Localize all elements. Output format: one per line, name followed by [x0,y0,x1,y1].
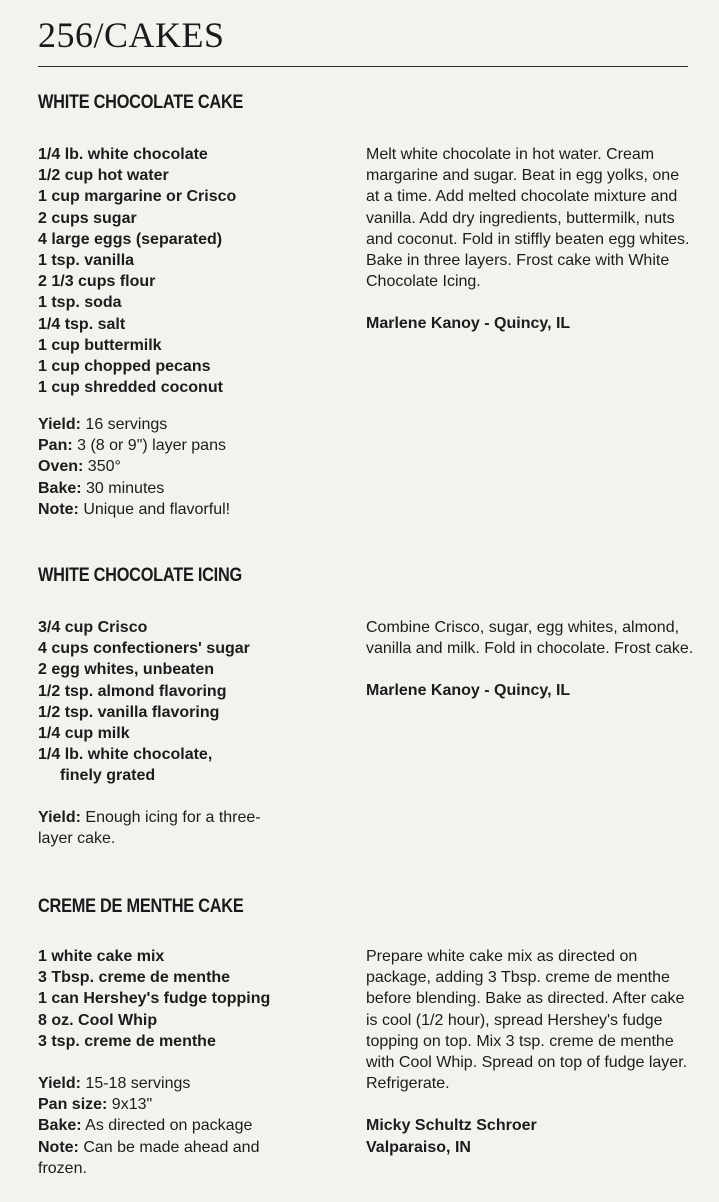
meta-value: 30 minutes [81,479,165,497]
ingredient: finely grated [60,767,156,785]
ingredient: 1 cup margarine or Crisco [38,188,237,206]
author-name: Micky Schultz Schroer [366,1117,537,1135]
meta-pan [38,435,358,456]
meta-yield [38,414,358,435]
ingredient-list [38,144,358,398]
directions [366,946,696,1158]
ingredient: 1/2 tsp. almond flavoring [38,682,227,700]
meta-value: Enough icing for a three-layer cake. [38,809,261,848]
ingredient: 2 cups sugar [38,209,137,227]
ingredient: 4 large eggs (separated) [38,230,223,248]
ingredient: 3 Tbsp. creme de menthe [38,969,231,987]
ingredient-list [38,617,358,787]
recipe-white-chocolate-icing [38,565,694,848]
meta-yield [38,807,268,849]
header-rule [38,66,688,67]
recipe-creme-de-menthe-cake [38,896,688,1177]
meta-value: Can be made ahead and frozen. [38,1138,260,1177]
recipe-title: CREME DE MENTHE CAKE [38,896,244,917]
author-location: Valparaiso, IN [366,1138,471,1156]
directions-text: Prepare white cake mix as directed on package, adding 3 Tbsp. creme de menthe before blending. Bake as directed. After cake is cool (1/2 hour), spread Hershey's fudge topping on top. Mix 3 tsp. creme de menthe with Cool Whip. Spread on top of fudge layer. Refrigerate. [366,948,688,1093]
ingredient: 1 can Hershey's fudge topping [38,990,271,1008]
ingredient: 8 oz. Cool Whip [38,1011,158,1029]
meta-value: 350° [83,458,121,476]
ingredient: 1/4 lb. white chocolate [38,146,208,163]
recipe-author [366,1115,696,1157]
meta-value: 3 (8 or 9") layer pans [72,437,226,455]
page-header: 256/CAKES [38,15,225,55]
meta-note [38,1137,308,1179]
ingredient: 1/2 cup hot water [38,167,169,185]
ingredient-list [38,946,358,1052]
ingredient: 1 cup chopped pecans [38,358,211,376]
ingredient: 1/2 tsp. vanilla flavoring [38,703,220,721]
ingredient: 1/4 cup milk [38,725,130,743]
ingredient: 1 tsp. vanilla [38,252,135,270]
ingredient: 1 tsp. soda [38,294,122,312]
recipe-title: WHITE CHOCOLATE CAKE [38,92,244,113]
ingredient: 1 cup shredded coconut [38,379,223,397]
directions [366,617,696,702]
recipe-author: Marlene Kanoy - Quincy, IL [366,315,571,333]
recipe-meta [38,807,268,849]
directions [366,144,696,335]
meta-value: As directed on package [81,1117,253,1135]
ingredient: 1/4 tsp. salt [38,315,126,333]
meta-key: Yield: [38,1075,81,1092]
meta-value: 16 servings [80,416,168,433]
meta-key: Pan size: [38,1096,108,1114]
ingredient: 1 white cake mix [38,948,165,965]
ingredient: 3/4 cup Crisco [38,619,148,636]
meta-oven [38,456,358,477]
ingredient: 3 tsp. creme de menthe [38,1032,216,1050]
ingredient: 2 egg whites, unbeaten [38,661,215,679]
recipe-white-chocolate-cake [38,92,690,518]
meta-value: Unique and flavorful! [78,500,231,518]
meta-note [38,499,358,520]
ingredient: 2 1/3 cups flour [38,273,156,291]
ingredient: 4 cups confectioners' sugar [38,640,250,658]
meta-key: Bake: [38,479,82,497]
meta-key: Pan: [38,437,73,455]
recipe-title: WHITE CHOCOLATE ICING [38,565,242,586]
meta-key: Oven: [38,458,84,476]
meta-key: Bake: [38,1117,82,1135]
ingredient: 1 cup buttermilk [38,336,162,354]
meta-value: 9x13" [107,1096,153,1114]
recipe-meta [38,414,358,520]
recipe-meta [38,1073,308,1179]
directions-text: Combine Crisco, sugar, egg whites, almond, vanilla and milk. Fold in chocolate. Frost cake. [366,619,694,658]
recipe-author: Marlene Kanoy - Quincy, IL [366,682,571,700]
meta-bake [38,478,358,499]
meta-yield [38,1073,308,1094]
meta-bake [38,1115,308,1136]
meta-key: Yield: [38,416,81,433]
ingredient: 1/4 lb. white chocolate, [38,746,213,764]
directions-text: Melt white chocolate in hot water. Cream margarine and sugar. Beat in egg yolks, one at a time. Add melted chocolate mixture and vanilla. Add dry ingredients, buttermilk, nuts and coconut. Fold in stiffly beaten egg whites. Bake in three layers. Frost cake with White Chocolate Icing. [366,146,690,291]
meta-key: Note: [38,500,79,518]
meta-key: Note: [38,1138,79,1156]
meta-value: 15-18 servings [80,1075,191,1092]
meta-key: Yield: [38,809,81,826]
meta-pan-size [38,1094,308,1115]
